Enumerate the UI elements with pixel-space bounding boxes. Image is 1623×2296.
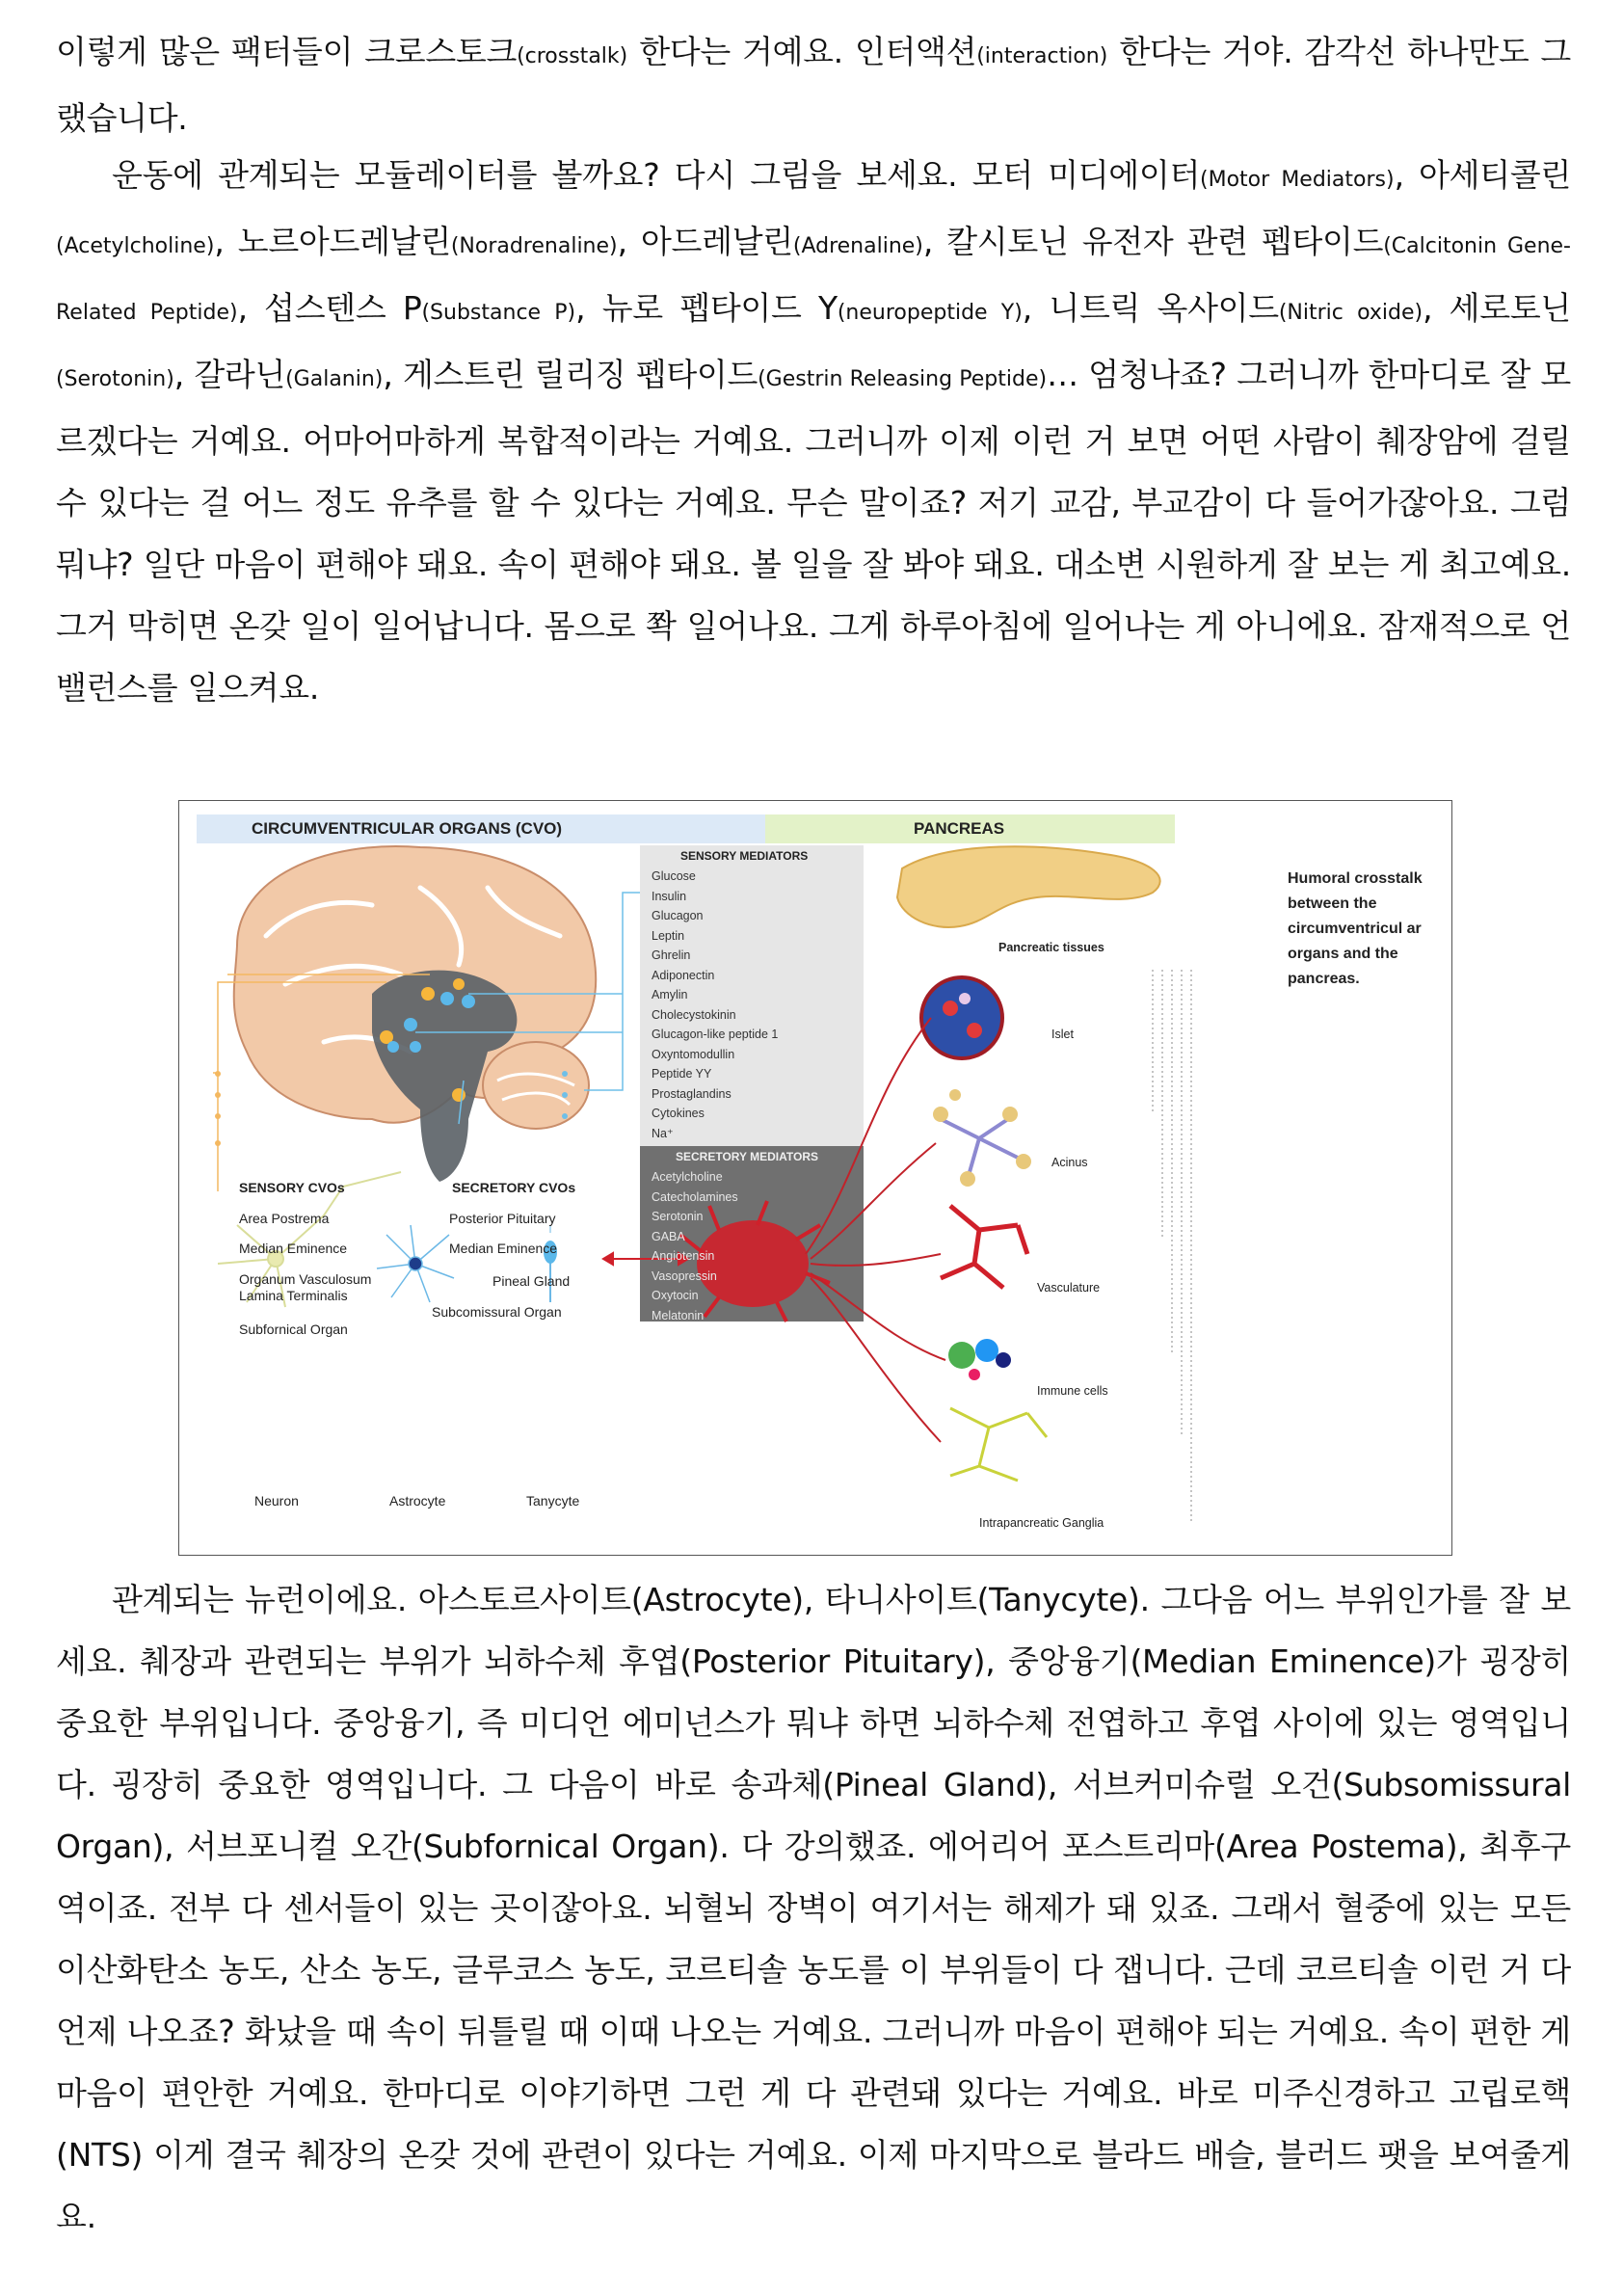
sensory-mediator: Glucose (652, 869, 696, 883)
p2-text-6: , 섭스텐스 P (237, 289, 422, 327)
ganglia-label: Intrapancreatic Ganglia (979, 1516, 1104, 1530)
sensory-mediator: Glucagon-like peptide 1 (652, 1028, 779, 1041)
sensory-mediator: Oxyntomodullin (652, 1047, 735, 1061)
tissue-label-lines (1153, 970, 1191, 1524)
sensory-mediator: Peptide YY (652, 1067, 712, 1081)
sensory-mediator: Cholecystokinin (652, 1007, 736, 1022)
sensory-cvo: Area Postrema (239, 1211, 330, 1226)
sensory-mediator: Cytokines (652, 1107, 705, 1120)
sensory-mediator: Ghrelin (652, 948, 691, 962)
secretory-mediator: Angiotensin (652, 1249, 715, 1263)
immune-cells-illustration (948, 1339, 1011, 1380)
p2-text-1: 운동에 관계되는 모듈레이터를 볼까요? 다시 그림을 보세요. 모터 미디에이터 (112, 156, 1201, 194)
secretory-mediator: Catecholamines (652, 1189, 738, 1204)
p2-term-10: (Galanin) (285, 367, 384, 391)
secretory-cvos-title: SECRETORY CVOs (452, 1180, 576, 1195)
islet-illustration (921, 977, 1002, 1058)
secretory-mediators-title: SECRETORY MEDIATORS (676, 1150, 819, 1163)
p2-text-5: , 칼시토닌 유전자 관련 펩타이드 (922, 223, 1384, 260)
p2-text-3: , 노르아드레날린 (214, 223, 451, 260)
p2-term-4: (Adrenaline) (792, 234, 923, 258)
secretory-mediator: GABA (652, 1229, 685, 1243)
sensory-cvos-title: SENSORY CVOs (239, 1180, 345, 1195)
p2-term-6: (Substance P) (421, 301, 576, 325)
paragraph-1 (56, 21, 1571, 149)
neuron-label: Neuron (254, 1493, 299, 1508)
p2-text-10: , 갈라닌 (173, 356, 286, 393)
sensory-mediator: Amylin (652, 988, 688, 1001)
pancreas-header: PANCREAS (914, 819, 1005, 838)
cvo-pancreas-figure (178, 800, 1452, 1556)
figure-artwork (179, 801, 1451, 1555)
secretory-mediator: Melatonin (652, 1308, 705, 1322)
paragraph-2 (56, 145, 1571, 719)
astrocyte-cell (377, 1225, 454, 1302)
sensory-mediator: Insulin (652, 889, 687, 903)
p1-text-c: 한다는 거야. 감각선 하나만도 그랬습니다. (56, 33, 1571, 137)
sensory-cvo: Median Eminence (239, 1241, 348, 1256)
sensory-mediators-title: SENSORY MEDIATORS (680, 849, 809, 863)
p2-term-8: (Nitric oxide) (1278, 301, 1423, 325)
acinus-illustration (933, 1089, 1031, 1187)
p1-term-interaction: (interaction) (976, 44, 1108, 68)
secretory-cvo: Subcomissural Organ (432, 1304, 562, 1320)
p1-term-crosstalk: (crosstalk) (517, 44, 628, 68)
p2-text-4: , 아드레날린 (617, 223, 793, 260)
sensory-cvo: Organum Vasculosum (239, 1271, 372, 1287)
ganglia-illustration (950, 1408, 1047, 1481)
p2-term-7: (neuropeptide Y) (837, 301, 1023, 325)
secretory-cvo: Posterior Pituitary (449, 1211, 556, 1226)
acinus-label: Acinus (1051, 1156, 1088, 1169)
secretory-mediator: Acetylcholine (652, 1170, 723, 1184)
p2-text-8: , 니트릭 옥사이드 (1022, 289, 1279, 327)
pancreatic-tissues-label: Pancreatic tissues (998, 941, 1104, 954)
p2-text-11: , 게스트린 릴리징 펩타이드 (383, 356, 758, 393)
immune-cells-label: Immune cells (1037, 1384, 1108, 1398)
p2-text-12: … 엄청나죠? 그러니까 한마디로 잘 모르겠다는 거예요. 어마어마하게 복합적이라는 거예요. 그러니까 이제 이런 거 보면 어떤 사람이 췌장암에 걸릴 수 있다는 걸 어느 정도 유추를 할 수 있다는 거예요. 무슨 말이죠? 저기 교감, 부교감이 다 들어가잖아요. 그럼 뭐냐? 일단 마음이 편해야 돼요. 속이 편해야 돼요. 볼 일을 잘 봐야 돼요. 대소변 시원하게 잘 보는 게 최고예요. 그거 막히면 온갖 일이 일어납니다. 몸으로 쫙 일어나요. 그게 하루아침에 일어나는 게 아니에요. 잠재적으로 언밸런스를 일으켜요. (56, 356, 1571, 707)
p2-text-9: , 세로토닌 (1423, 289, 1571, 327)
p2-text-7: , 뉴로 펩타이드 Y (575, 289, 838, 327)
p2-term-2: (Acetylcholine) (56, 234, 215, 258)
secretory-mediator: Vasopressin (652, 1268, 717, 1283)
paragraph-3 (56, 1569, 1571, 2248)
p1-text-b: 한다는 거예요. 인터액션 (627, 33, 977, 70)
tanycyte-label: Tanycyte (526, 1493, 580, 1508)
sensory-mediator: Glucagon (652, 909, 704, 922)
secretory-cvo: Pineal Gland (492, 1273, 571, 1289)
tanycyte-cell (544, 1225, 557, 1302)
figure-note: Humoral crosstalk between the circumventricul ar organs and the pancreas. (1288, 870, 1423, 987)
secretory-mediator: Oxytocin (652, 1289, 699, 1302)
astrocyte-label: Astrocyte (389, 1493, 446, 1508)
secretory-mediators-list (652, 1167, 738, 1325)
p1-text-a: 이렇게 많은 팩터들이 크로스토크 (56, 33, 518, 70)
p2-term-11: (Gestrin Releasing Peptide) (758, 367, 1048, 391)
islet-label: Islet (1051, 1028, 1074, 1041)
vasculature-illustration (941, 1206, 1027, 1288)
vasculature-label: Vasculature (1037, 1281, 1101, 1295)
p2-text-2: , 아세티콜린 (1394, 156, 1571, 194)
secretory-mediator: Serotonin (652, 1210, 704, 1223)
p2-term-5: (Calcitonin Gene-Related Peptide) (56, 234, 1571, 325)
sensory-mediator: Leptin (652, 928, 685, 943)
sensory-mediator: Adiponectin (652, 968, 715, 982)
pancreas-illustration (897, 846, 1160, 927)
p3-text: 관계되는 뉴런이에요. 아스토르사이트(Astrocyte), 타니사이트(Tanycyte). 그다음 어느 부위인가를 잘 보세요. 췌장과 관련되는 부위가 뇌하수체 후엽(Posterior Pituitary), 중앙융기(Median Eminence)가 굉장히 중요한 부위입니다. 중앙융기, 즉 미디언 에미넌스가 뭐냐 하면 뇌하수체 전엽하고 후엽 사이에 있는 영역입니다. 굉장히 중요한 영역입니다. 그 다음이 바로 송과체(Pineal Gland), 서브커미슈럴 오건(Subsomissural Organ), 서브포니컬 오간(Subfornical Organ). 다 강의했죠. 에어리어 포스트리마(Area Postema), 최후구역이죠. 전부 다 센서들이 있는 곳이잖아요. 뇌혈뇌 장벽이 여기서는 해제가 돼 있죠. 그래서 혈중에 있는 모든 이산화탄소 농도, 산소 농도, 글루코스 농도, 코르티솔 농도를 이 부위들이 다 잽니다. 근데 코르티솔 이런 거 다 언제 나오죠? 화났을 때 속이 뒤틀릴 때 이때 나오는 거예요. 그러니까 마음이 편해야 되는 거예요. 속이 편한 게 마음이 편안한 거예요. 한마디로 이야기하면 그런 게 다 관련돼 있다는 거예요. 바로 미주신경하고 고립로핵(NTS) 이게 결국 췌장의 온갖 것에 관련이 있다는 거예요. 이제 마지막으로 블라드 배슬, 블러드 팻을 보여줄게요. (56, 1581, 1571, 2235)
p2-term-9: (Serotonin) (56, 367, 174, 391)
sensory-cvo: Subfornical Organ (239, 1322, 348, 1337)
sensory-mediator: Prostaglandins (652, 1086, 732, 1101)
p2-term-3: (Noradrenaline) (450, 234, 618, 258)
sensory-mediator: Na⁺ (652, 1126, 674, 1140)
cvo-header: CIRCUMVENTRICULAR ORGANS (CVO) (252, 819, 563, 838)
secretory-cvo: Median Eminence (449, 1241, 558, 1256)
brain-illustration (234, 846, 596, 1182)
sensory-cvo: Lamina Terminalis (239, 1288, 348, 1303)
sensory-mediators-list (652, 867, 778, 1143)
p2-term-1: (Motor Mediators) (1200, 168, 1395, 192)
